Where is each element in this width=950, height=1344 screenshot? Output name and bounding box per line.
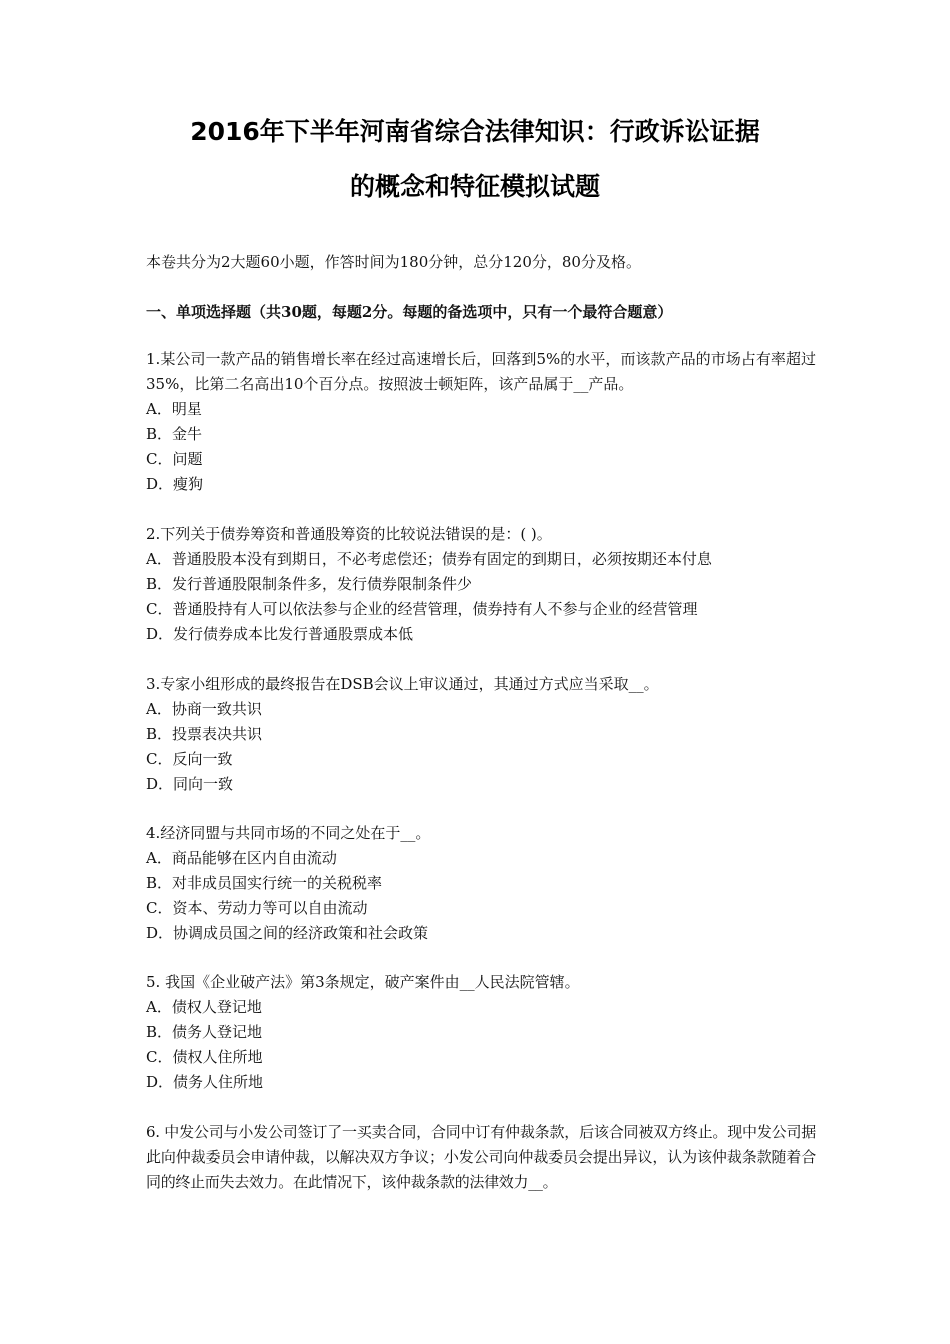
option-c: C．普通股持有人可以依法参与企业的经营管理，债券持有人不参与企业的经营管理 — [146, 600, 698, 618]
option-a: A．商品能够在区内自由流动 — [146, 849, 337, 867]
option-b: B．发行普通股限制条件多，发行债券限制条件少 — [146, 575, 473, 593]
question-1 — [146, 347, 816, 497]
question-5 — [146, 970, 816, 1095]
option-a: A．债权人登记地 — [146, 998, 262, 1016]
option-b: B．金牛 — [146, 425, 203, 443]
question-stem: 1.某公司一款产品的销售增长率在经过高速增长后，回落到5%的水平，而该款产品的市场占有率超过35%，比第二名高出10个百分点。按照波士顿矩阵，该产品属于__产品。 — [146, 350, 816, 393]
question-stem: 5. 我国《企业破产法》第3条规定，破产案件由__人民法院管辖。 — [146, 973, 580, 991]
question-4 — [146, 821, 816, 946]
question-stem: 3.专家小组形成的最终报告在DSB会议上审议通过，其通过方式应当采取__。 — [146, 675, 659, 693]
question-6 — [146, 1120, 816, 1195]
option-a: A．明星 — [146, 400, 202, 418]
question-stem: 4.经济同盟与共同市场的不同之处在于__。 — [146, 824, 431, 842]
option-a: A．普通股股本没有到期日，不必考虑偿还；债券有固定的到期日，必须按期还本付息 — [146, 550, 712, 568]
document-title-line-2: 的概念和特征模拟试题 — [349, 172, 600, 201]
option-d: D．债务人住所地 — [146, 1073, 264, 1091]
option-d: D．协调成员国之间的经济政策和社会政策 — [146, 924, 429, 942]
document-title-line-1: 2016年下半年河南省综合法律知识：行政诉讼证据 — [190, 117, 760, 146]
question-stem: 2.下列关于债券筹资和普通股筹资的比较说法错误的是：( )。 — [146, 525, 552, 543]
option-d: D．瘦狗 — [146, 475, 204, 493]
question-3 — [146, 672, 816, 797]
option-d: D．同向一致 — [146, 775, 234, 793]
option-b: B．对非成员国实行统一的关税税率 — [146, 874, 383, 892]
exam-intro: 本卷共分为2大题60小题，作答时间为180分钟，总分120分，80分及格。 — [146, 253, 641, 271]
option-c: C．债权人住所地 — [146, 1048, 263, 1066]
option-c: C．资本、劳动力等可以自由流动 — [146, 899, 368, 917]
option-c: C．反向一致 — [146, 750, 233, 768]
option-c: C．问题 — [146, 450, 203, 468]
option-a: A．协商一致共识 — [146, 700, 262, 718]
option-b: B．投票表决共识 — [146, 725, 263, 743]
option-b: B．债务人登记地 — [146, 1023, 263, 1041]
option-d: D．发行债券成本比发行普通股票成本低 — [146, 625, 414, 643]
question-stem: 6. 中发公司与小发公司签订了一买卖合同，合同中订有仲裁条款，后该合同被双方终止。现中发公司据此向仲裁委员会申请仲裁，以解决双方争议；小发公司向仲裁委员会提出异议，认为该仲裁条款随着合同的终止而失去效力。在此情况下，该仲裁条款的法律效力__。 — [146, 1123, 816, 1191]
question-2 — [146, 522, 816, 647]
section-heading: 一、单项选择题（共30题，每题2分。每题的备选项中，只有一个最符合题意） — [146, 303, 673, 321]
